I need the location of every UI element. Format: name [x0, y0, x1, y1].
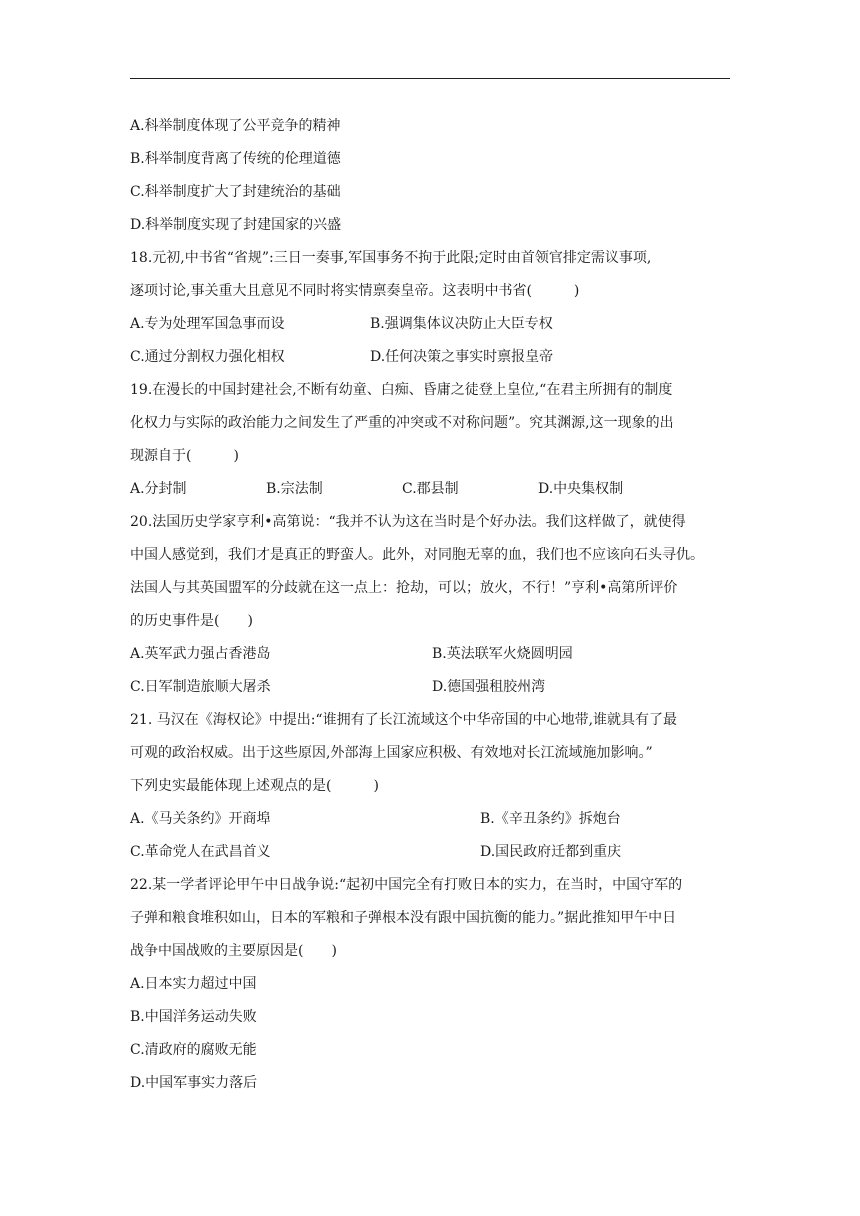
option-18d: D.任何决策之事实时禀报皇帝 [370, 349, 554, 365]
question-18-stem: 逐项讨论,事关重大且意见不同时将实情禀奏皇帝。这表明中书省( ) [130, 283, 580, 299]
option-20c: C.日军制造旅顺大屠杀 [130, 679, 271, 695]
option-20a: A.英军武力强占香港岛 [130, 646, 271, 662]
question-21-stem: 21. 马汉在《海权论》中提出:“谁拥有了长江流域这个中华帝国的中心地带,谁就具有了最 [130, 712, 678, 728]
option-20b: B.英法联军火烧圆明园 [432, 646, 573, 662]
option-18a: A.专为处理军国急事而设 [130, 316, 285, 332]
question-21-stem: 下列史实最能体现上述观点的是( ) [130, 778, 379, 794]
option-19d: D.中央集权制 [538, 481, 624, 497]
option-18b: B.强调集体议决防止大臣专权 [370, 316, 553, 332]
option-19b: B.宗法制 [266, 481, 323, 497]
option-22d: D.中国军事实力落后 [130, 1075, 258, 1091]
option-17b: B.科举制度背离了传统的伦理道德 [130, 151, 341, 167]
option-row [130, 803, 730, 836]
option-row [130, 473, 730, 506]
question-20-stem: 的历史事件是( ) [130, 613, 253, 629]
option-21d: D.国民政府迁都到重庆 [480, 844, 622, 860]
option-17c: C.科举制度扩大了封建统治的基础 [130, 184, 341, 200]
option-22a: A.日本实力超过中国 [130, 976, 257, 992]
question-20-stem: 20.法国历史学家亨利•高第说：“我并不认为这在当时是个好办法。我们这样做了，就使得 [130, 514, 686, 530]
option-row [130, 308, 730, 341]
option-17a: A.科举制度体现了公平竞争的精神 [130, 118, 341, 134]
question-22-stem: 22.某一学者评论甲午中日战争说:“起初中国完全有打败日本的实力，在当时，中国守军的 [130, 877, 683, 893]
option-19a: A.分封制 [130, 481, 187, 497]
question-22-stem: 子弹和粮食堆积如山，日本的军粮和子弹根本没有跟中国抗衡的能力。”据此推知甲午中日 [130, 910, 677, 926]
question-19-stem: 19.在漫长的中国封建社会,不断有幼童、白痴、昏庸之徒登上皇位,“在君主所拥有的制度 [130, 382, 673, 398]
question-17-options [130, 110, 730, 242]
option-row [130, 671, 730, 704]
question-18-stem: 18.元初,中书省“省规”:三日一奏事,军国事务不拘于此限;定时由首领官排定需议事项, [130, 250, 652, 266]
question-20-stem: 中国人感觉到，我们才是真正的野蛮人。此外，对同胞无辜的血，我们也不应该向石头寻仇。 [130, 547, 704, 563]
question-18 [130, 242, 730, 374]
option-18c: C.通过分割权力强化相权 [130, 349, 285, 365]
option-20d: D.德国强租胶州湾 [432, 679, 546, 695]
question-21 [130, 704, 730, 869]
question-19-stem: 化权力与实际的政治能力之间发生了严重的冲突或不对称问题”。究其渊源,这一现象的出 [130, 415, 674, 431]
option-21b: B.《辛丑条约》拆炮台 [480, 811, 621, 827]
question-19 [130, 374, 730, 506]
option-row [130, 836, 730, 869]
question-22-stem: 战争中国战败的主要原因是( ) [130, 943, 337, 959]
question-20 [130, 506, 730, 704]
option-19c: C.郡县制 [402, 481, 459, 497]
exam-page [130, 110, 730, 1100]
option-21a: A.《马关条约》开商埠 [130, 811, 271, 827]
option-row [130, 341, 730, 374]
question-22 [130, 869, 730, 1100]
option-22b: B.中国洋务运动失败 [130, 1009, 257, 1025]
header-rule [130, 78, 730, 79]
option-21c: C.革命党人在武昌首义 [130, 844, 271, 860]
question-19-stem: 现源自于( ) [130, 448, 239, 464]
question-21-stem: 可观的政治权威。出于这些原因,外部海上国家应积极、有效地对长江流域施加影响。” [130, 745, 653, 761]
option-row [130, 638, 730, 671]
option-17d: D.科举制度实现了封建国家的兴盛 [130, 217, 342, 233]
option-22c: C.清政府的腐败无能 [130, 1042, 257, 1058]
question-20-stem: 法国人与其英国盟军的分歧就在这一点上：抢劫，可以；放火，不行！”亨利•高第所评价 [130, 580, 678, 596]
